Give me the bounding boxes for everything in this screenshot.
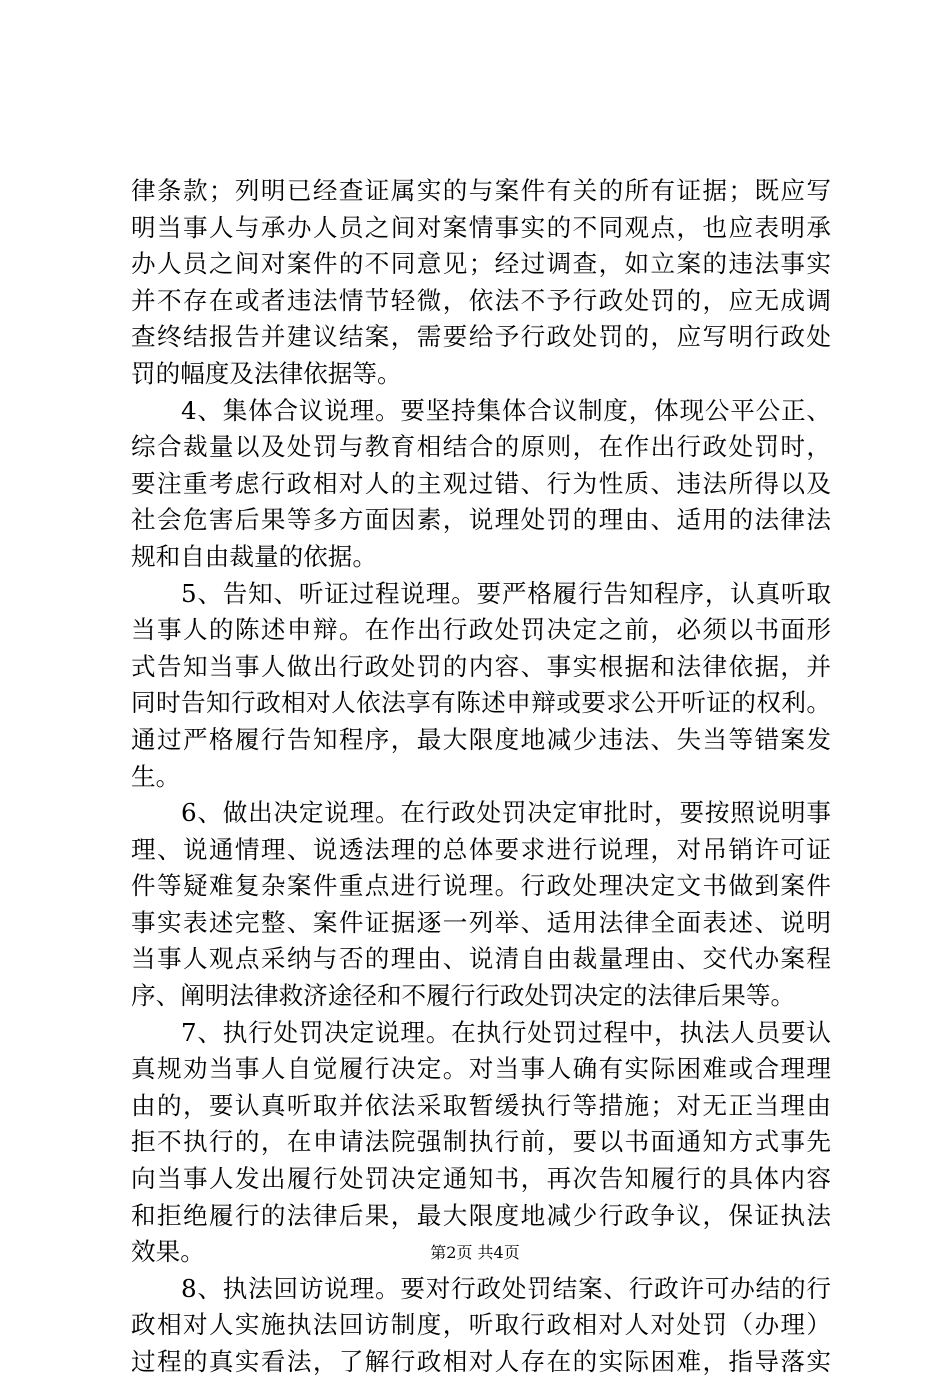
text-line: 当事人观点采纳与否的理由、说清自由裁量理由、交代办案程: [131, 944, 831, 974]
text-line: 并不存在或者违法情节轻微，依法不予行政处罚的，应无成调: [131, 285, 831, 315]
text-line: 通过严格履行告知程序，最大限度地减少违法、失当等错案发: [131, 724, 831, 754]
text-line: 当事人的陈述申辩。在作出行政处罚决定之前，必须以书面形: [131, 615, 831, 645]
text-line: 拒不执行的，在申请法院强制执行前，要以书面通知方式事先: [131, 1127, 831, 1157]
text-line: 律条款；列明已经查证属实的与案件有关的所有证据；既应写: [131, 176, 831, 205]
text-line: 由的，要认真听取并依法采取暂缓执行等措施；对无正当理由: [131, 1090, 831, 1120]
section-4-heading-line: 4、集体合议说理。要坚持集体合议制度，体现公平公正、: [181, 395, 831, 425]
section-7-heading-line: 7、执行处罚决定说理。在执行处罚过程中，执法人员要认: [181, 1017, 831, 1047]
text-line: 政相对人实施执法回访制度，听取行政相对人对处罚（办理）: [131, 1310, 831, 1340]
text-line: 真规劝当事人自觉履行决定。对当事人确有实际困难或合理理: [131, 1054, 831, 1084]
text-line: 综合裁量以及处罚与教育相结合的原则，在作出行政处罚时，: [131, 432, 831, 462]
document-body: [131, 173, 831, 1381]
text-line: 向当事人发出履行处罚决定通知书，再次告知履行的具体内容: [131, 1164, 831, 1194]
section-8-heading-line: 8、执法回访说理。要对行政处罚结案、行政许可办结的行: [181, 1273, 831, 1303]
text-line: 效果。: [131, 1237, 205, 1267]
text-line: 生。: [131, 761, 181, 791]
text-line: 件等疑难复杂案件重点进行说理。行政处理决定文书做到案件: [131, 871, 831, 901]
text-line: 过程的真实看法，了解行政相对人存在的实际困难，指导落实: [131, 1347, 831, 1376]
text-line: 社会危害后果等多方面因素，说理处罚的理由、适用的法律法: [131, 505, 831, 535]
section-5-heading-line: 5、告知、听证过程说理。要严格履行告知程序，认真听取: [181, 578, 831, 608]
text-line: 序、阐明法律救济途径和不履行行政处罚决定的法律后果等。: [131, 981, 796, 1011]
page-number-footer: 第2页 共4页: [430, 1243, 520, 1262]
text-line: 罚的幅度及法律依据等。: [131, 358, 402, 388]
text-line: 同时告知行政相对人依法享有陈述申辩或要求公开听证的权利。: [131, 688, 831, 718]
text-line: 要注重考虑行政相对人的主观过错、行为性质、违法所得以及: [131, 468, 831, 498]
text-line: 事实表述完整、案件证据逐一列举、适用法律全面表述、说明: [131, 907, 831, 937]
text-line: 和拒绝履行的法律后果，最大限度地减少行政争议，保证执法: [131, 1200, 831, 1230]
text-line: 办人员之间对案件的不同意见；经过调查，如立案的违法事实: [131, 249, 831, 279]
text-line: 规和自由裁量的依据。: [131, 541, 377, 571]
section-6-heading-line: 6、做出决定说理。在行政处罚决定审批时，要按照说明事: [181, 798, 831, 828]
text-line: 理、说通情理、说透法理的总体要求进行说理，对吊销许可证: [131, 834, 831, 864]
text-line: 查终结报告并建议结案，需要给予行政处罚的，应写明行政处: [131, 322, 831, 352]
text-line: 明当事人与承办人员之间对案情事实的不同观点，也应表明承: [131, 212, 831, 242]
text-line: 式告知当事人做出行政处罚的内容、事实根据和法律依据，并: [131, 651, 831, 681]
